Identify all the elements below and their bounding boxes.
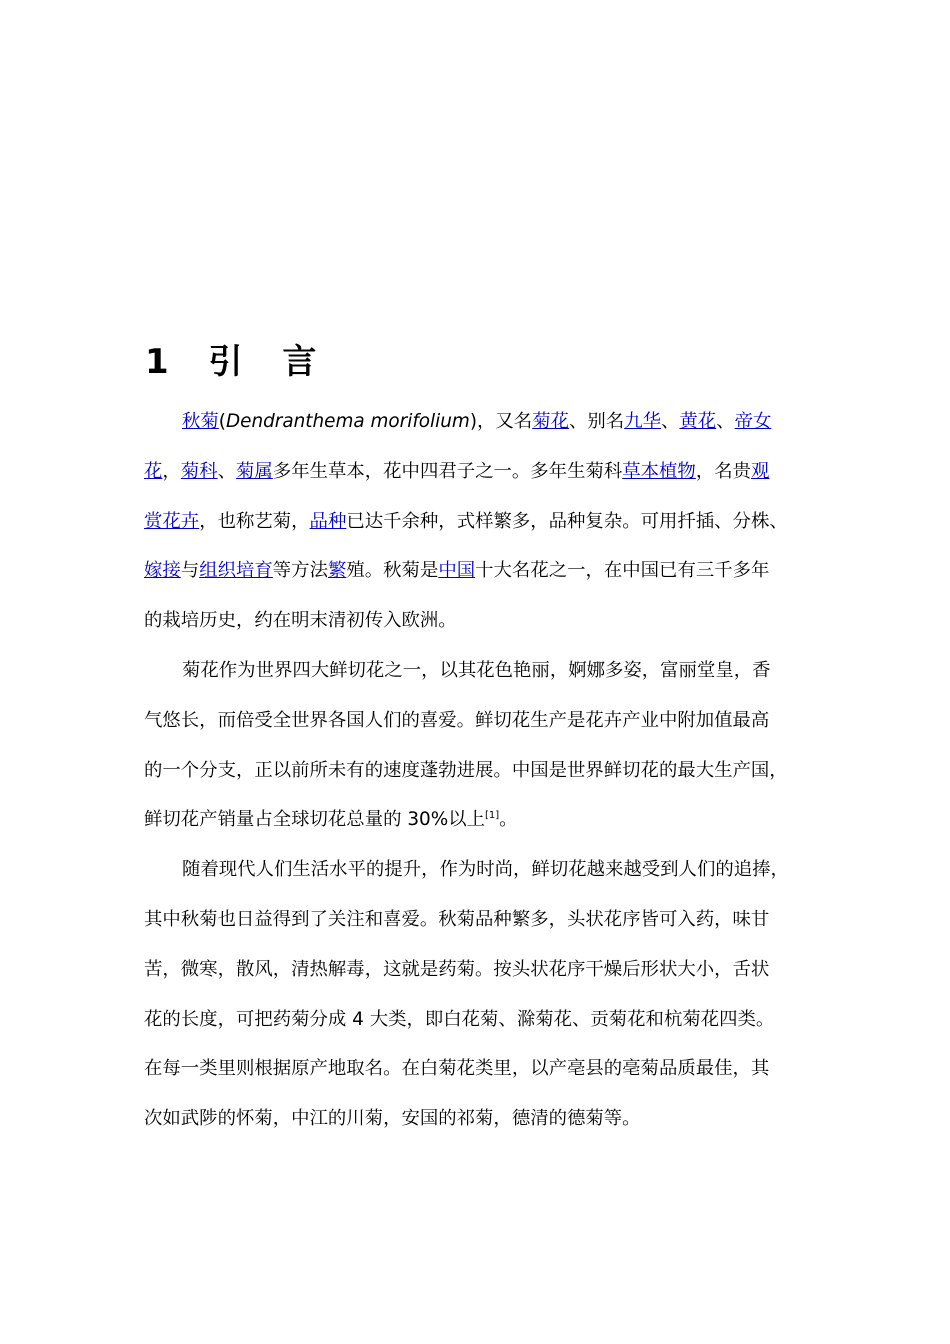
- text: 十大名花之一，在中国已有三千多年: [475, 560, 770, 582]
- paragraph-2-line-1: 菊花作为世界四大鲜切花之一，以其花色艳丽，婀娜多姿，富丽堂皇，香: [182, 659, 771, 681]
- text: 、: [217, 460, 237, 482]
- paragraph-3-line-6: 次如武陟的怀菊，中江的川菊，安国的祁菊，德清的德菊等。: [144, 1108, 641, 1130]
- link-guanshang-huahui[interactable]: 赏花卉: [144, 510, 200, 532]
- link-jiajie[interactable]: 嫁接: [144, 560, 181, 582]
- text: ，名贵: [695, 460, 752, 482]
- text: )，又名: [469, 411, 533, 432]
- link-jiuhua[interactable]: 九华: [624, 411, 661, 432]
- link-dinvhua[interactable]: 帝女: [734, 411, 772, 432]
- paragraph-3-line-3: 苦，微寒，散风，清热解毒，这就是药菊。按头状花序干燥后形状大小，舌状: [144, 958, 770, 980]
- link-pinzhong[interactable]: 品种: [309, 510, 347, 532]
- text: 鲜切花产销量占全球切花总量的 30%以上: [144, 809, 485, 831]
- paragraph-3-line-2: 其中秋菊也日益得到了关注和喜爱。秋菊品种繁多，头状花序皆可入药，味甘: [144, 908, 770, 930]
- text: 与: [180, 560, 200, 582]
- link-zuzhi-peiyu[interactable]: 组织培育: [199, 560, 273, 582]
- text: 、: [716, 411, 735, 432]
- link-juhua[interactable]: 菊花: [532, 411, 569, 432]
- paragraph-1-line-4: [144, 546, 804, 596]
- text: ，: [162, 460, 181, 482]
- link-dinvhua[interactable]: 花: [144, 460, 163, 482]
- text: 、别名: [569, 411, 625, 432]
- paragraph-3-line-5: 在每一类里则根据原产地取名。在白菊花类里，以产亳县的亳菊品质最佳，其: [144, 1058, 770, 1080]
- citation-ref: [1]: [484, 810, 500, 822]
- text: 殖。秋菊是: [346, 560, 439, 582]
- paragraph-3-line-1: 随着现代人们生活水平的提升，作为时尚，鲜切花越来越受到人们的追捧，: [182, 859, 789, 881]
- latin-name: Dendranthema morifolium: [225, 411, 470, 432]
- text: 已达千余种，式样繁多，品种复杂。可用扦插、分株、: [346, 510, 788, 532]
- link-qiuju[interactable]: 秋菊: [182, 411, 219, 432]
- text: (: [218, 411, 226, 432]
- link-huanghua[interactable]: 黄花: [679, 411, 717, 432]
- link-caoben-zhiwu[interactable]: 草本植物: [622, 460, 696, 482]
- section-heading: 1 引 言: [145, 342, 331, 382]
- paragraph-1-line-1: [144, 397, 804, 447]
- text: ，也称艺菊，: [199, 510, 310, 532]
- paragraph-1-line-5: 的栽培历史，约在明末清初传入欧洲。: [144, 610, 457, 632]
- link-guanshang-huahui[interactable]: 观: [751, 460, 770, 482]
- link-zhongguo[interactable]: 中国: [438, 560, 476, 582]
- paragraph-2-line-3: 的一个分支，正以前所未有的速度蓬勃进展。中国是世界鲜切花的最大生产国，: [144, 759, 788, 781]
- paragraph-2-line-4: [144, 795, 804, 845]
- text: 。: [499, 809, 518, 831]
- text: 多年生草本，花中四君子之一。多年生菊科: [272, 460, 623, 482]
- link-juke[interactable]: 菊科: [180, 460, 218, 482]
- paragraph-1-line-2: [144, 447, 804, 497]
- text: 、: [660, 411, 680, 432]
- section-body: [144, 397, 804, 1144]
- link-jushu[interactable]: 菊属: [236, 460, 273, 482]
- paragraph-2-line-2: 气悠长，而倍受全世界各国人们的喜爱。鲜切花生产是花卉产业中附加值最高: [144, 709, 770, 731]
- paragraph-1-line-3: [144, 497, 804, 547]
- paragraph-3-line-4: 花的长度，可把药菊分成 4 大类，即白花菊、滁菊花、贡菊花和杭菊花四类。: [144, 1008, 775, 1030]
- link-fanzhi[interactable]: 繁: [327, 560, 347, 582]
- text: 等方法: [272, 560, 328, 582]
